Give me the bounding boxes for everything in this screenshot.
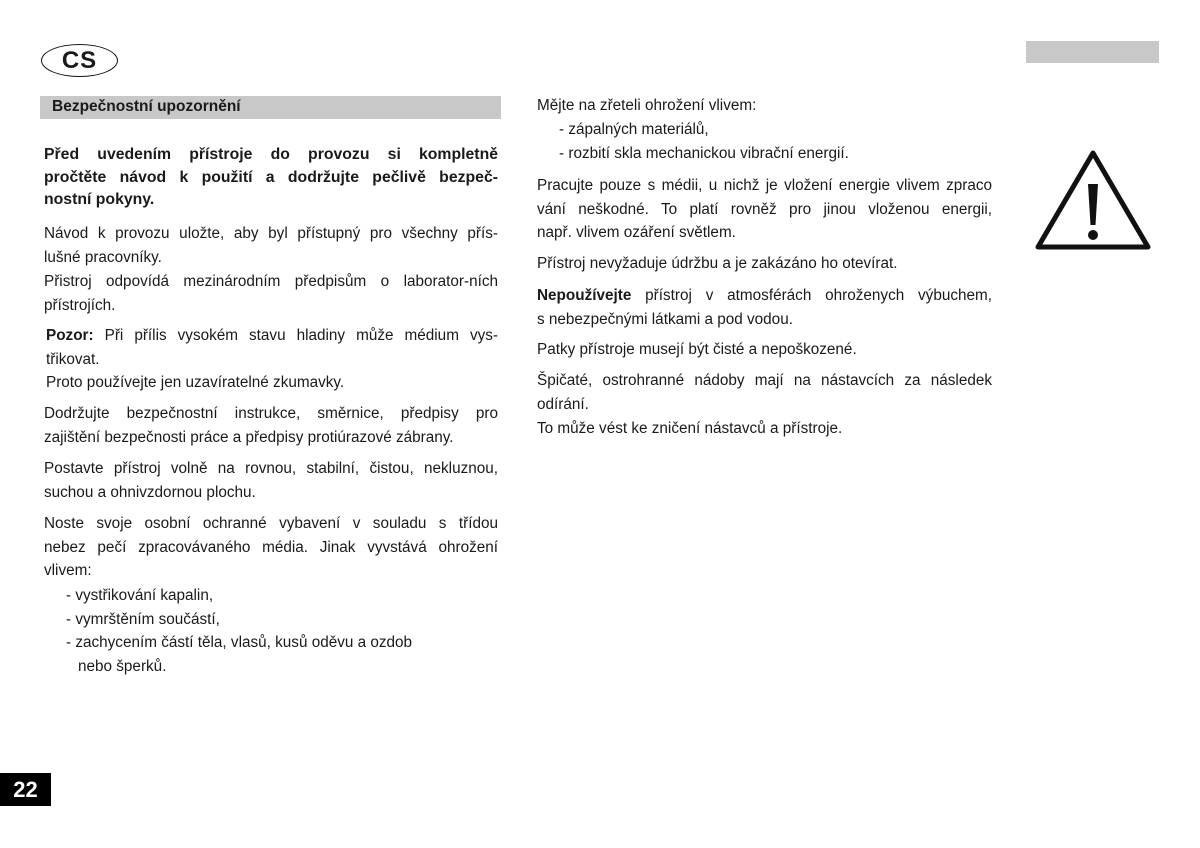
list-item	[44, 608, 498, 632]
regulations-note	[44, 270, 498, 317]
text-line	[44, 402, 498, 426]
text-line	[537, 308, 992, 332]
line-text: nebo šperků.	[78, 657, 167, 675]
text-line	[44, 294, 498, 318]
line-text: odírání.	[537, 395, 589, 413]
text-line	[537, 284, 992, 308]
line-text: suchou a ohnivzdornou plochu.	[44, 483, 256, 501]
line-text: přístrojích.	[44, 296, 116, 314]
feet-note	[537, 338, 992, 362]
text-line	[44, 189, 498, 212]
media-note	[537, 174, 992, 245]
vessels-note	[537, 369, 992, 416]
line-text: Špičaté, ostrohranné nádoby mají na nástavcích za následek	[537, 372, 992, 389]
text-line	[44, 426, 498, 450]
text-line	[44, 270, 498, 294]
line-text: pročtěte návod k použití a dodržujte pečlivě bezpeč-	[44, 168, 498, 186]
text-line	[44, 144, 498, 167]
text-line	[44, 536, 498, 560]
line-text: Dodržujte bezpečnostní instrukce, směrnice, předpisy pro	[44, 405, 498, 422]
line-text: To může vést ke zničení nástavců a přístroje.	[537, 420, 843, 437]
caution-note	[46, 324, 498, 371]
line-text: Mějte na zřeteli ohrožení vlivem:	[537, 97, 757, 114]
line-text: lušné pracovníky.	[44, 248, 162, 266]
text-line	[537, 252, 992, 276]
line-text: Přistroj odpovídá mezinárodním předpisům o laborator-ních	[44, 273, 498, 290]
text-line	[537, 174, 992, 198]
text-line	[44, 457, 498, 481]
line-text: Postavte přístroj volně na rovnou, stabilní, čistou, nekluznou,	[44, 460, 498, 477]
text-line	[537, 221, 992, 245]
text-line	[46, 348, 498, 372]
list-item	[44, 584, 498, 608]
line-text: s nebezpečnými látkami a pod vodou.	[537, 310, 793, 328]
text-line	[46, 324, 498, 348]
text-line	[44, 246, 498, 270]
emphasis-lead: Pozor:	[46, 327, 94, 344]
maintenance-note	[537, 252, 992, 276]
section-title: Bezpečnostní upozornění	[52, 98, 241, 115]
exclamation-triangle-icon	[1034, 148, 1152, 252]
line-text: Proto používejte jen uzavíratelné zkumavky.	[46, 374, 345, 391]
awareness-note	[537, 94, 992, 118]
line-text: Noste svoje osobní ochranné vybavení v souladu s třídou	[44, 515, 498, 532]
text-line	[46, 371, 500, 395]
line-text: Přístroj nevyžaduje údržbu a je zakázáno ho otevírat.	[537, 255, 898, 272]
line-text: Návod k provozu uložte, aby byl přístupný pro všechny přís-	[44, 225, 498, 242]
section-tab-marker	[1026, 41, 1159, 63]
line-text: Při přílis vysokém stavu hladiny může médium vys-	[93, 327, 498, 344]
text-line	[44, 559, 498, 583]
line-text: nostní pokyny.	[44, 191, 155, 209]
storage-note	[44, 222, 498, 269]
list-item	[44, 655, 498, 679]
line-text: nebez pečí zpracovávaného média. Jinak vyvstává ohrožení	[44, 538, 498, 556]
list-item	[44, 631, 498, 655]
protection-note	[44, 512, 498, 583]
text-line	[537, 417, 992, 441]
text-line	[44, 481, 498, 505]
line-text: - zápalných materiálů,	[559, 121, 709, 138]
instructions-note	[44, 402, 498, 449]
language-badge: CS	[41, 44, 118, 77]
line-text: Pracujte pouze s médii, u nichž je vložení energie vlivem zpraco	[537, 177, 992, 194]
section-heading	[40, 96, 501, 119]
line-text: vlivem:	[44, 562, 92, 580]
hazards-list	[44, 584, 498, 678]
tubes-note	[46, 371, 500, 395]
awareness-list	[537, 118, 992, 165]
text-line	[44, 222, 498, 246]
line-text: třikovat.	[46, 350, 100, 368]
text-line	[44, 167, 498, 190]
line-text: - zachycením částí těla, vlasů, kusů oděvu a ozdob	[66, 634, 413, 652]
line-text: vání neškodné. To platí rovněž pro jinou vloženou energii,	[537, 200, 992, 218]
text-line	[537, 198, 992, 222]
line-text: přístroj v atmosférách ohroženych výbuchem,	[631, 287, 992, 304]
line-text: - vymrštěním součástí,	[66, 610, 220, 628]
text-line	[537, 338, 992, 362]
line-text: Patky přístroje musejí být čisté a nepoškozené.	[537, 341, 857, 358]
text-line	[537, 369, 992, 393]
text-line	[537, 94, 992, 118]
line-text: zajištění bezpečnosti práce a předpisy protiúrazové zábrany.	[44, 428, 454, 446]
line-text: např. vlivem ozáření světlem.	[537, 224, 736, 242]
list-item	[537, 142, 992, 166]
text-line	[537, 393, 992, 417]
page-number: 22	[0, 773, 51, 806]
line-text: - vystřikování kapalin,	[66, 587, 214, 604]
line-text: Před uvedením přístroje do provozu si kompletně	[44, 146, 498, 163]
line-text: - rozbití skla mechanickou vibrační energií.	[559, 144, 849, 162]
list-item	[537, 118, 992, 142]
text-line	[44, 512, 498, 536]
damage-note	[537, 417, 992, 441]
emphasis-lead: Nepoužívejte	[537, 287, 632, 304]
atmosphere-note	[537, 284, 992, 331]
placement-note	[44, 457, 498, 504]
intro-bold	[44, 144, 498, 212]
